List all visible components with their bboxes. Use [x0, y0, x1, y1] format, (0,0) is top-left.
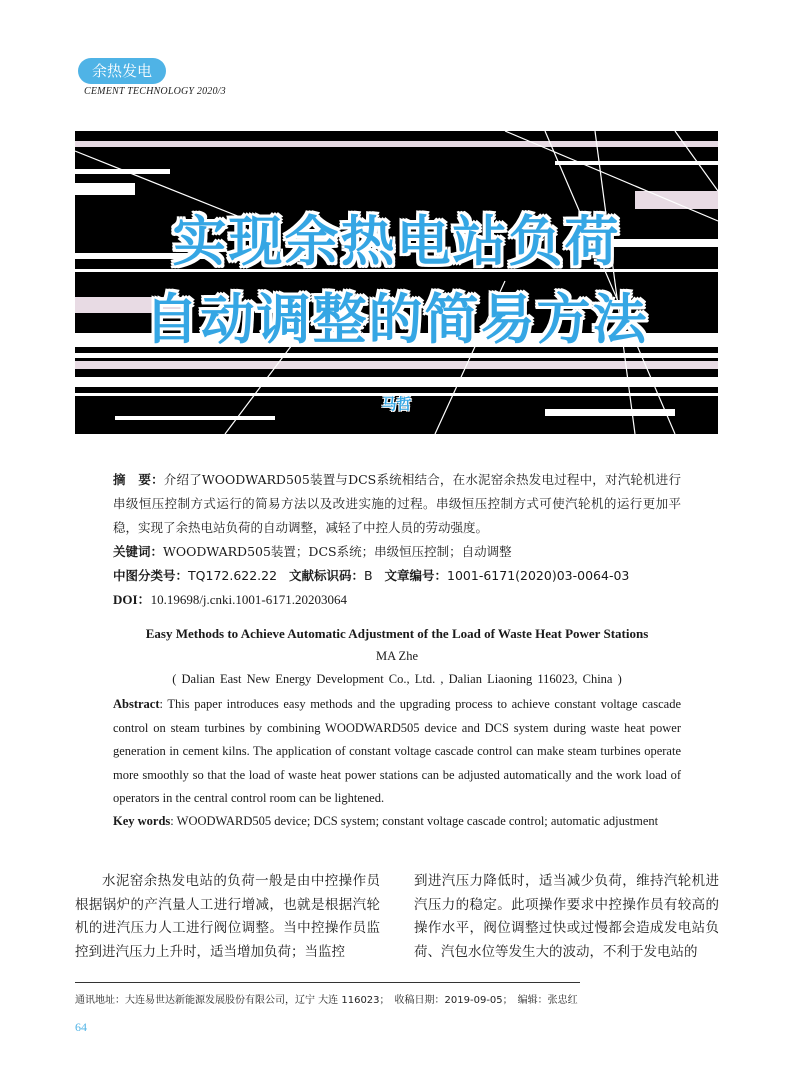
doc-code-value: B	[364, 568, 373, 583]
body-column-right: 到进汽压力降低时，适当减少负荷，维持汽轮机进汽压力的稳定。此项操作要求中控操作员有较高的操作水平，阀位调整过快或过慢都会造成发电站负荷、汽包水位等发生大的波动，不利于发电站的	[414, 873, 719, 960]
doi-line	[113, 588, 681, 612]
keywords-cn	[113, 540, 681, 564]
article-number-value: 1001-6171(2020)03-0064-03	[447, 568, 630, 583]
english-title: Easy Methods to Achieve Automatic Adjustment of the Load of Waste Heat Power Stations	[145, 626, 649, 641]
classification-line	[113, 564, 681, 588]
english-keywords	[113, 810, 681, 834]
abstract-cn-text: 介绍了WOODWARD505装置与DCS系统相结合，在水泥窑余热发电过程中，对汽轮机进行串级恒压控制方式运行的简易方法以及改进实施的过程。串级恒压控制方式可使汽轮机的运行更加平稳，实现了余热电站负荷的自动调整，减轻了中控人员的劳动强度。	[113, 472, 681, 535]
author-name-cn: 马哲	[381, 395, 412, 413]
article-number-label: 文章编号：	[384, 568, 448, 583]
article-title-line-2: 自动调整的简易方法	[144, 288, 649, 351]
doc-code-label: 文献标识码：	[288, 568, 364, 583]
article-title-line-1: 实现余热电站负荷	[172, 210, 621, 273]
doi-label: DOI：	[113, 592, 151, 607]
abstract-cn-label: 摘 要：	[113, 472, 164, 487]
english-abstract-text: : This paper introduces easy methods and the upgrading process to achieve constant voltage cascade control on steam turbines by combining WOODWARD505 device and DCS system during waste heat power generation in cement kilns. The application of constant voltage cascade control can make steam turbines operate more smoothly so that the load of waste heat power stations can be adjusted automatically and the work load of operators in the central control room can be lightened.	[113, 697, 681, 805]
english-author: MA Zhe	[375, 649, 418, 663]
footnote-divider	[75, 982, 580, 983]
english-abstract-label: Abstract	[113, 697, 160, 711]
keywords-cn-label: 关键词：	[113, 544, 164, 559]
english-keywords-text: : WOODWARD505 device; DCS system; constant voltage cascade control; automatic adjustment	[170, 814, 659, 828]
english-affiliation: ( Dalian East New Energy Development Co., Ltd. , Dalian Liaoning 116023, China )	[172, 672, 622, 686]
english-abstract	[113, 693, 681, 811]
body-column-left: 水泥窑余热发电站的负荷一般是由中控操作员根据锅炉的产汽量人工进行增减，也就是根据汽轮机的进汽压力人工进行阀位调整。当中控操作员监控到进汽压力上升时，适当增加负荷；当监控	[75, 873, 380, 960]
doi-value: 10.19698/j.cnki.1001-6171.20203064	[150, 592, 347, 607]
keywords-cn-text: WOODWARD505装置；DCS系统；串级恒压控制；自动调整	[163, 544, 512, 559]
clc-label: 中图分类号：	[113, 568, 189, 583]
page-number: 64	[75, 1020, 87, 1034]
clc-value: TQ172.622.22	[188, 568, 278, 583]
section-tag: 余热发电	[78, 58, 166, 84]
english-keywords-label: Key words	[113, 814, 171, 828]
journal-name: CEMENT TECHNOLOGY 2020/3	[84, 86, 226, 97]
abstract-cn	[113, 468, 681, 540]
footnote: 通讯地址：大连易世达新能源发展股份有限公司，辽宁 大连 116023； 收稿日期：2019-09-05； 编辑：张忠红	[75, 995, 578, 1006]
title-banner	[75, 131, 718, 434]
